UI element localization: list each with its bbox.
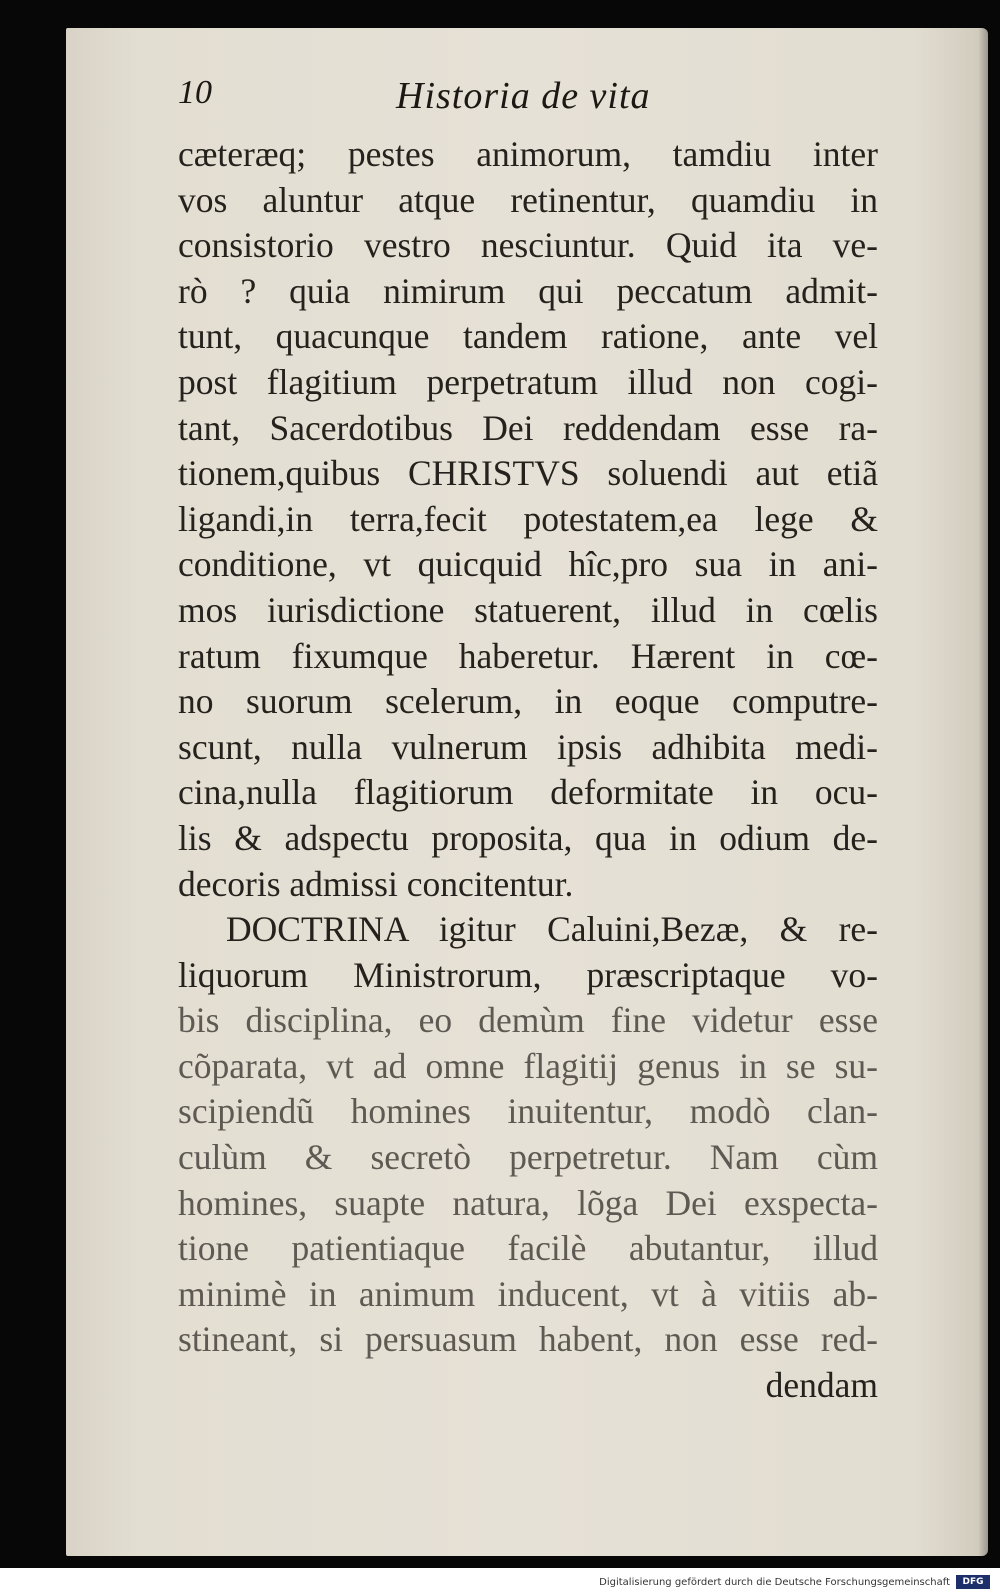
text-line: homines, suapte natura, lõga Dei exspecta- — [178, 1182, 878, 1223]
running-title: Historia de vita — [396, 75, 651, 117]
page-header — [178, 74, 878, 134]
text-line: ratum fixumque haberetur. Hærent in cœ- — [178, 635, 878, 676]
text-line: mos iurisdictione statuerent, illud in cœlis — [178, 589, 878, 630]
text-line: consistorio vestro nesciuntur. Quid ita ve- — [178, 225, 878, 266]
page-number: 10 — [178, 74, 212, 111]
text-line-paragraph-start: DOCTRINA igitur Caluini,Bezæ, & re- — [226, 909, 878, 950]
page-edge-shadow — [978, 28, 988, 1556]
text-line: stineant, si persuasum habent, non esse red- — [178, 1319, 878, 1360]
text-line: tunt, quacunque tandem ratione, ante vel — [178, 316, 878, 357]
text-line: cina,nulla flagitiorum deformitate in ocu- — [178, 772, 878, 813]
text-line: rò ? quia nimirum qui peccatum admit- — [178, 270, 878, 311]
text-line: vos aluntur atque retinentur, quamdiu in — [178, 179, 878, 220]
body-text — [178, 132, 878, 1409]
text-line: scipiendũ homines inuitentur, modò clan- — [178, 1091, 878, 1132]
text-line-paragraph-end: decoris admissi concitentur. — [178, 863, 574, 904]
text-line: post flagitium perpetratum illud non cogi- — [178, 361, 878, 402]
text-line: ligandi,in terra,fecit potestatem,ea lege & — [178, 498, 878, 539]
text-line: liquorum Ministrorum, præscriptaque vo- — [178, 954, 878, 995]
dfg-logo: DFG — [956, 1575, 990, 1589]
text-line: tione patientiaque facilè abutantur, illud — [178, 1228, 878, 1269]
text-line: lis & adspectu proposita, qua in odium de- — [178, 817, 878, 858]
text-line: tionem,quibus CHRISTVS soluendi aut etiã — [178, 453, 878, 494]
text-line: scunt, nulla vulnerum ipsis adhibita medi- — [178, 726, 878, 767]
funding-credit: Digitalisierung gefördert durch die Deutsche Forschungsgemeinschaft — [599, 1577, 950, 1588]
text-line: tant, Sacerdotibus Dei reddendam esse ra- — [178, 407, 878, 448]
catchword: dendam — [765, 1365, 878, 1406]
text-line: no suorum scelerum, in eoque computre- — [178, 681, 878, 722]
text-line: conditione, vt quicquid hîc,pro sua in ani- — [178, 544, 878, 585]
text-line: cæteræq; pestes animorum, tamdiu inter — [178, 134, 878, 174]
text-line: minimè in animum inducent, vt à vitiis ab- — [178, 1273, 878, 1314]
text-line: bis disciplina, eo demùm fine videtur esse — [178, 1000, 878, 1041]
text-line: culùm & secretò perpetretur. Nam cùm — [178, 1137, 878, 1178]
text-line: cõparata, vt ad omne flagitij genus in se su- — [178, 1045, 878, 1086]
